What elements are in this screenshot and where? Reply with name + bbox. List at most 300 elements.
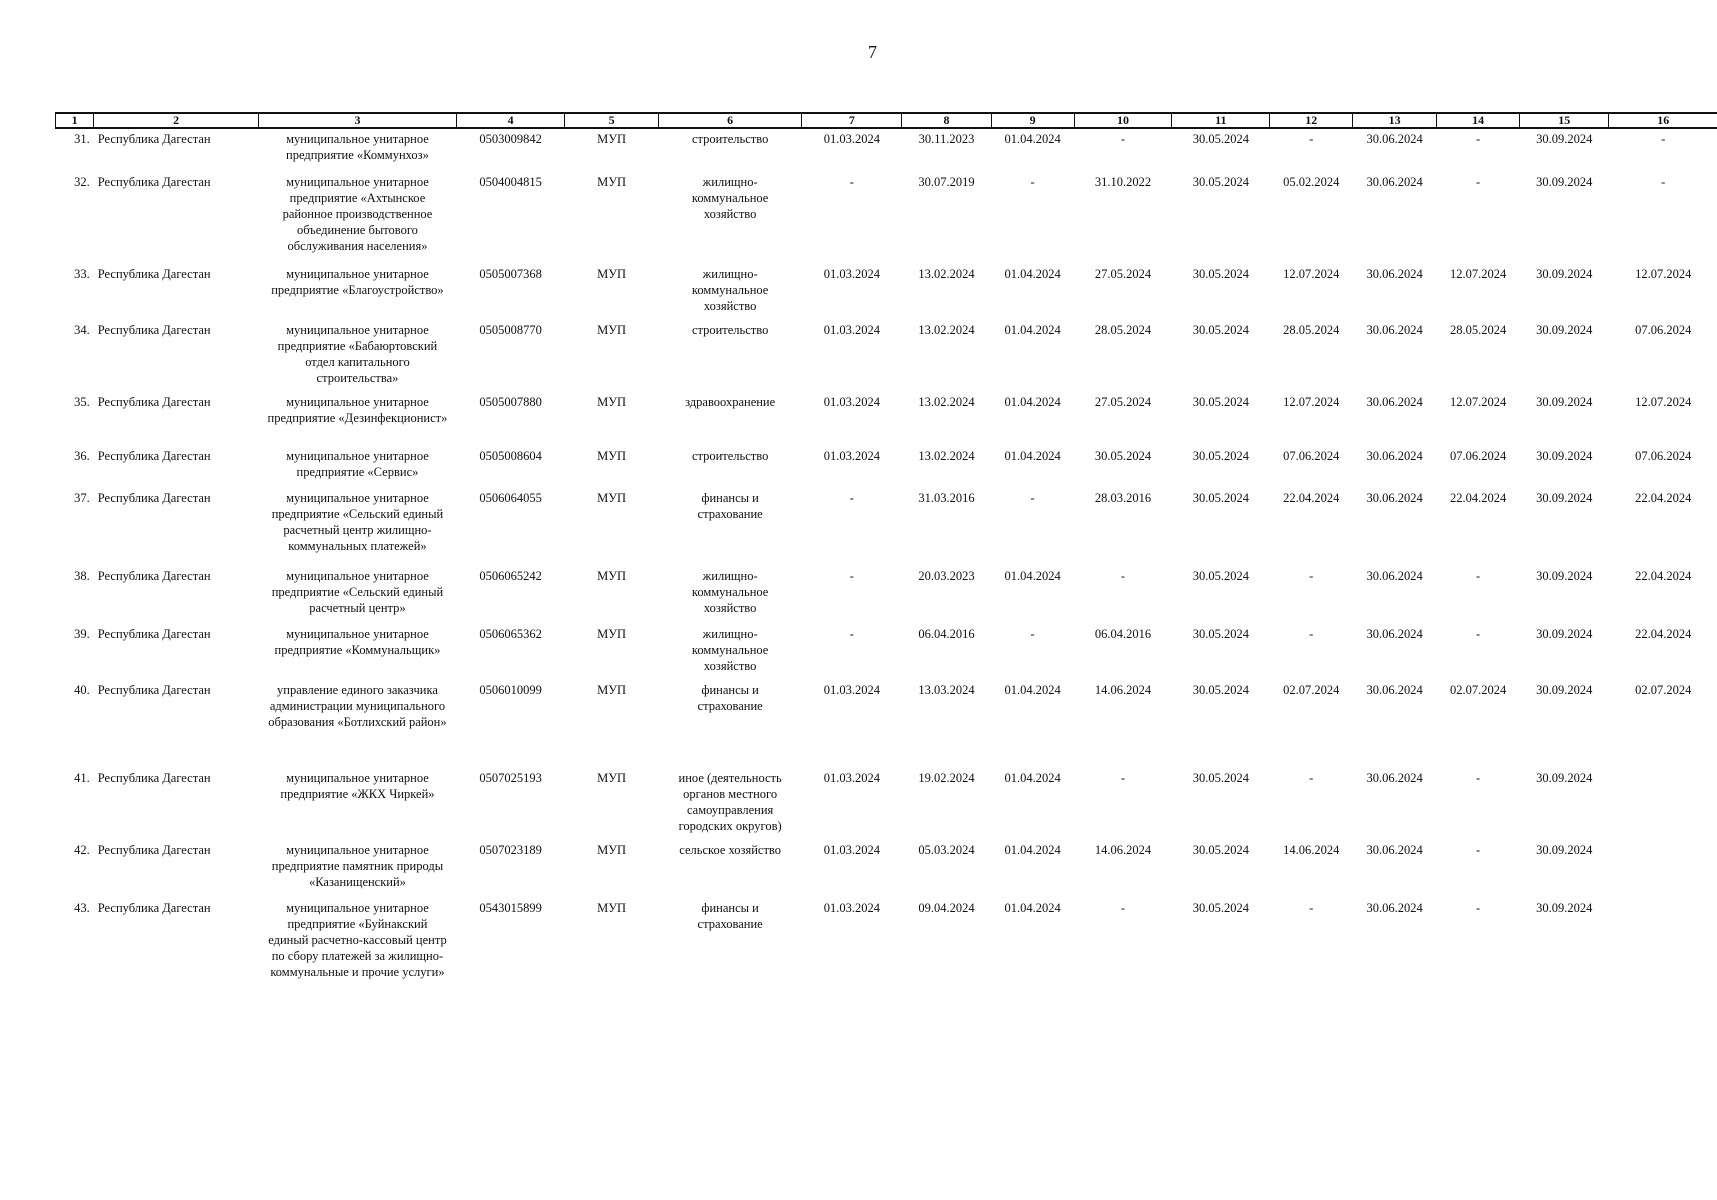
date-cell-13: 30.06.2024	[1366, 901, 1423, 915]
date-cell-15: 30.09.2024	[1536, 901, 1593, 915]
row-number: 36.	[74, 449, 90, 463]
date-cell-10: -	[1120, 901, 1126, 915]
row-number: 41.	[74, 771, 90, 785]
date-cell-16: -	[1661, 175, 1666, 189]
date-cell-7: 01.03.2024	[823, 449, 880, 463]
date-cell-11: 30.05.2024	[1192, 843, 1249, 857]
organization-name-line: муниципальное унитарное	[286, 901, 429, 915]
region-cell: Республика Дагестан	[97, 569, 211, 583]
page-number: 7	[868, 42, 877, 62]
sector-cell	[658, 264, 802, 320]
sector-line: иное (деятельность	[678, 771, 782, 785]
date-cell-14: -	[1476, 771, 1481, 785]
date-cell-10: 27.05.2024	[1094, 395, 1152, 409]
region-cell: Республика Дагестан	[97, 491, 211, 505]
date-cell-15: 30.09.2024	[1536, 449, 1593, 463]
inn-cell: 0505007368	[479, 267, 542, 281]
sector-line: хозяйство	[703, 601, 757, 615]
date-cell-9: 01.04.2024	[1004, 843, 1061, 857]
organization-name-line: единый расчетно-кассовый центр	[268, 933, 447, 947]
date-cell-14: -	[1476, 901, 1481, 915]
organization-name-line: предприятие «Бабаюртовский	[277, 339, 438, 353]
region-cell: Республика Дагестан	[97, 132, 211, 146]
sector-line: сельское хозяйство	[679, 843, 781, 857]
organization-name-line: предприятие «ЖКХ Чиркей»	[280, 787, 435, 801]
sector-line: строительство	[691, 132, 769, 146]
organization-name-line: предприятие «Ахтынское	[289, 191, 426, 205]
sector-line: жилищно-	[702, 267, 758, 281]
inn-cell: 0506065362	[479, 627, 542, 641]
date-cell-16: 12.07.2024	[1635, 395, 1692, 409]
column-header: 11	[1172, 113, 1270, 128]
organization-name-line: муниципальное унитарное	[286, 323, 429, 337]
date-cell-9: -	[1030, 627, 1035, 641]
table-row	[56, 264, 1717, 320]
date-cell-14: -	[1476, 627, 1481, 641]
date-cell-7: 01.03.2024	[823, 843, 880, 857]
organization-name-cell	[259, 680, 457, 768]
legal-form-cell: МУП	[597, 175, 627, 189]
date-cell-10: 28.05.2024	[1094, 323, 1152, 337]
row-number: 43.	[74, 901, 90, 915]
date-cell-9: 01.04.2024	[1004, 771, 1061, 785]
region-cell: Республика Дагестан	[97, 901, 211, 915]
organization-name-line: объединение бытового	[296, 223, 418, 237]
date-cell-14: -	[1476, 843, 1481, 857]
date-cell-8: 31.03.2016	[918, 491, 975, 505]
sector-cell	[658, 446, 802, 488]
sector-line: здравоохранение	[685, 395, 776, 409]
date-cell-15: 30.09.2024	[1536, 569, 1593, 583]
date-cell-11: 30.05.2024	[1192, 132, 1249, 146]
sector-cell	[658, 320, 802, 392]
date-cell-13: 30.06.2024	[1366, 323, 1423, 337]
organization-name-line: расчетный центр»	[309, 601, 406, 615]
date-cell-8: 13.02.2024	[918, 449, 975, 463]
date-cell-10: 27.05.2024	[1094, 267, 1152, 281]
date-cell-9: 01.04.2024	[1004, 132, 1061, 146]
date-cell-9: 01.04.2024	[1004, 569, 1061, 583]
column-header: 10	[1074, 113, 1172, 128]
date-cell-8: 13.02.2024	[918, 323, 975, 337]
date-cell-13: 30.06.2024	[1366, 395, 1423, 409]
sector-cell	[658, 488, 802, 566]
organization-name-line: муниципальное унитарное	[286, 175, 429, 189]
date-cell-11: 30.05.2024	[1192, 569, 1249, 583]
organization-name-line: коммунальных платежей»	[288, 539, 427, 553]
organization-name-cell	[259, 488, 457, 566]
date-cell-15: 30.09.2024	[1536, 395, 1593, 409]
date-cell-11: 30.05.2024	[1192, 901, 1249, 915]
organization-name-line: предприятие «Дезинфекционист»	[267, 411, 448, 425]
inn-cell: 0506065242	[479, 569, 542, 583]
date-cell-13: 30.06.2024	[1366, 491, 1423, 505]
legal-form-cell: МУП	[597, 901, 627, 915]
date-cell-10: 14.06.2024	[1094, 843, 1152, 857]
date-cell-8: 13.03.2024	[918, 683, 975, 697]
date-cell-13: 30.06.2024	[1366, 132, 1423, 146]
legal-form-cell: МУП	[597, 843, 627, 857]
organization-name-line: предприятие «Сервис»	[296, 465, 419, 479]
organization-name-cell	[259, 264, 457, 320]
date-cell-12: -	[1309, 627, 1314, 641]
date-cell-14: 12.07.2024	[1450, 395, 1507, 409]
organization-name-cell	[259, 128, 457, 172]
date-cell-11: 30.05.2024	[1192, 771, 1249, 785]
organization-name-cell	[259, 566, 457, 624]
table-row	[56, 566, 1717, 624]
date-cell-10: 06.04.2016	[1094, 627, 1152, 641]
sector-cell	[658, 172, 802, 264]
row-number: 32.	[74, 175, 90, 189]
organization-name-line: обслуживания населения»	[287, 239, 428, 253]
sector-cell	[658, 392, 802, 446]
date-cell-12: 22.04.2024	[1283, 491, 1340, 505]
date-cell-12: -	[1309, 771, 1314, 785]
date-cell-12: 28.05.2024	[1283, 323, 1340, 337]
date-cell-7: 01.03.2024	[823, 683, 880, 697]
row-number: 34.	[74, 323, 90, 337]
date-cell-12: 05.02.2024	[1283, 175, 1340, 189]
date-cell-9: -	[1030, 491, 1035, 505]
column-header: 6	[658, 113, 802, 128]
date-cell-12: -	[1309, 569, 1314, 583]
organization-name-line: «Казанищенский»	[308, 875, 406, 889]
table-row	[56, 898, 1717, 986]
date-cell-9: 01.04.2024	[1004, 683, 1061, 697]
column-header: 7	[802, 113, 902, 128]
sector-line: жилищно-	[702, 627, 758, 641]
date-cell-8: 30.11.2023	[918, 132, 975, 146]
date-cell-13: 30.06.2024	[1366, 175, 1423, 189]
table-row	[56, 624, 1717, 680]
date-cell-14: 02.07.2024	[1450, 683, 1507, 697]
organization-name-cell	[259, 446, 457, 488]
row-number: 39.	[74, 627, 90, 641]
sector-line: строительство	[691, 449, 769, 463]
inn-cell: 0507025193	[479, 771, 542, 785]
date-cell-11: 30.05.2024	[1192, 449, 1249, 463]
date-cell-8: 20.03.2023	[918, 569, 975, 583]
table-row	[56, 768, 1717, 840]
date-cell-12: 02.07.2024	[1283, 683, 1340, 697]
organization-name-line: управление единого заказчика	[277, 683, 438, 697]
row-number: 40.	[74, 683, 90, 697]
organization-name-line: предприятие памятник природы	[271, 859, 444, 873]
legal-form-cell: МУП	[597, 323, 627, 337]
date-cell-11: 30.05.2024	[1192, 267, 1249, 281]
legal-form-cell: МУП	[597, 132, 627, 146]
sector-cell	[658, 768, 802, 840]
table-row	[56, 840, 1717, 898]
date-cell-8: 09.04.2024	[918, 901, 975, 915]
date-cell-8: 30.07.2019	[918, 175, 975, 189]
organization-name-line: администрации муниципального	[269, 699, 446, 713]
date-cell-12: 07.06.2024	[1283, 449, 1340, 463]
sector-cell	[658, 680, 802, 768]
organization-name-cell	[259, 768, 457, 840]
date-cell-13: 30.06.2024	[1366, 267, 1423, 281]
row-number: 37.	[74, 491, 90, 505]
date-cell-9: 01.04.2024	[1004, 395, 1061, 409]
region-cell: Республика Дагестан	[97, 843, 211, 857]
sector-line: коммунальное	[691, 191, 769, 205]
date-cell-14: -	[1476, 175, 1481, 189]
sector-line: страхование	[697, 699, 763, 713]
date-cell-11: 30.05.2024	[1192, 323, 1249, 337]
legal-form-cell: МУП	[597, 491, 627, 505]
sector-line: самоуправления	[686, 803, 774, 817]
date-cell-11: 30.05.2024	[1192, 627, 1249, 641]
legal-form-cell: МУП	[597, 771, 627, 785]
sector-line: коммунальное	[691, 643, 769, 657]
sector-line: финансы и	[701, 683, 759, 697]
column-header: 12	[1270, 113, 1353, 128]
sector-cell	[658, 566, 802, 624]
date-cell-8: 19.02.2024	[918, 771, 975, 785]
date-cell-15: 30.09.2024	[1536, 683, 1593, 697]
table-row	[56, 172, 1717, 264]
date-cell-7: 01.03.2024	[823, 132, 880, 146]
date-cell-16: 07.06.2024	[1635, 323, 1692, 337]
date-cell-9: 01.04.2024	[1004, 901, 1061, 915]
date-cell-10: 14.06.2024	[1094, 683, 1152, 697]
date-cell-15: 30.09.2024	[1536, 843, 1593, 857]
date-cell-15: 30.09.2024	[1536, 491, 1593, 505]
date-cell-16: 22.04.2024	[1635, 627, 1692, 641]
date-cell-13: 30.06.2024	[1366, 683, 1423, 697]
date-cell-9: -	[1030, 175, 1035, 189]
inn-cell: 0505007880	[479, 395, 542, 409]
date-cell-7: 01.03.2024	[823, 771, 880, 785]
date-cell-7: -	[849, 175, 854, 189]
sector-line: жилищно-	[702, 175, 758, 189]
legal-form-cell: МУП	[597, 267, 627, 281]
date-cell-16	[1609, 898, 1717, 986]
organization-name-line: районное производственное	[282, 207, 433, 221]
date-cell-16: 22.04.2024	[1635, 569, 1692, 583]
date-cell-14: -	[1476, 569, 1481, 583]
inn-cell: 0505008770	[479, 323, 542, 337]
row-number: 35.	[74, 395, 90, 409]
table-row	[56, 488, 1717, 566]
organization-name-line: муниципальное унитарное	[286, 771, 429, 785]
date-cell-9: 01.04.2024	[1004, 323, 1061, 337]
sector-line: страхование	[697, 507, 763, 521]
date-cell-11: 30.05.2024	[1192, 683, 1249, 697]
organization-name-line: строительства»	[316, 371, 399, 385]
inn-cell: 0507023189	[479, 843, 542, 857]
date-cell-14: 12.07.2024	[1450, 267, 1507, 281]
organization-name-line: предприятие «Буйнакский	[287, 917, 428, 931]
organization-name-line: муниципальное унитарное	[286, 267, 429, 281]
column-header: 16	[1609, 113, 1717, 128]
date-cell-7: -	[849, 491, 854, 505]
column-header: 8	[902, 113, 991, 128]
date-cell-10: 30.05.2024	[1094, 449, 1152, 463]
date-cell-15: 30.09.2024	[1536, 132, 1593, 146]
date-cell-13: 30.06.2024	[1366, 449, 1423, 463]
organization-name-line: образования «Ботлихский район»	[268, 715, 447, 729]
column-header: 13	[1353, 113, 1437, 128]
date-cell-7: 01.03.2024	[823, 267, 880, 281]
date-cell-16: 07.06.2024	[1635, 449, 1692, 463]
organization-name-line: предприятие «Сельский единый	[271, 585, 444, 599]
organization-name-line: расчетный центр жилищно-	[283, 523, 432, 537]
date-cell-8: 13.02.2024	[918, 267, 975, 281]
date-cell-14: 22.04.2024	[1450, 491, 1507, 505]
date-cell-13: 30.06.2024	[1366, 569, 1423, 583]
date-cell-16: 12.07.2024	[1635, 267, 1692, 281]
date-cell-14: 28.05.2024	[1450, 323, 1507, 337]
date-cell-10: -	[1120, 132, 1126, 146]
date-cell-16: 22.04.2024	[1635, 491, 1692, 505]
organization-name-cell	[259, 624, 457, 680]
region-cell: Республика Дагестан	[97, 267, 211, 281]
date-cell-16	[1609, 840, 1717, 898]
sector-line: органов местного	[683, 787, 778, 801]
date-cell-14: 07.06.2024	[1450, 449, 1507, 463]
column-header: 9	[991, 113, 1074, 128]
date-cell-11: 30.05.2024	[1192, 175, 1249, 189]
date-cell-10: -	[1120, 771, 1126, 785]
organization-name-line: муниципальное унитарное	[286, 627, 429, 641]
sector-line: финансы и	[701, 901, 759, 915]
region-cell: Республика Дагестан	[97, 323, 211, 337]
organization-name-line: по сбору платежей за жилищно-	[271, 949, 444, 963]
legal-form-cell: МУП	[597, 683, 627, 697]
inn-cell: 0503009842	[479, 132, 542, 146]
row-number: 33.	[74, 267, 90, 281]
date-cell-15: 30.09.2024	[1536, 175, 1593, 189]
column-header: 4	[456, 113, 564, 128]
sector-line: городских округов)	[678, 819, 782, 833]
organization-name-line: коммунальные и прочие услуги»	[270, 965, 445, 979]
date-cell-15: 30.09.2024	[1536, 323, 1593, 337]
region-cell: Республика Дагестан	[97, 771, 211, 785]
organization-name-line: предприятие «Коммунхоз»	[286, 148, 429, 162]
column-header: 1	[56, 113, 94, 128]
legal-form-cell: МУП	[597, 627, 627, 641]
date-cell-10: 31.10.2022	[1094, 175, 1152, 189]
column-header: 14	[1437, 113, 1520, 128]
sector-line: коммунальное	[691, 283, 769, 297]
date-cell-9: 01.04.2024	[1004, 267, 1061, 281]
inn-cell: 0504004815	[479, 175, 542, 189]
organization-name-line: муниципальное унитарное	[286, 395, 429, 409]
date-cell-8: 05.03.2024	[918, 843, 975, 857]
date-cell-7: 01.03.2024	[823, 901, 880, 915]
sector-line: коммунальное	[691, 585, 769, 599]
date-cell-12: 14.06.2024	[1283, 843, 1340, 857]
row-number: 42.	[74, 843, 90, 857]
table-row	[56, 446, 1717, 488]
organization-name-line: муниципальное унитарное	[286, 132, 429, 146]
date-cell-16	[1609, 768, 1717, 840]
table-row	[56, 392, 1717, 446]
date-cell-16: 02.07.2024	[1635, 683, 1692, 697]
sector-cell	[658, 898, 802, 986]
legal-form-cell: МУП	[597, 395, 627, 409]
date-cell-16: -	[1661, 132, 1666, 146]
registry-body	[56, 128, 1717, 986]
sector-cell	[658, 128, 802, 172]
row-number: 38.	[74, 569, 90, 583]
organization-name-line: муниципальное унитарное	[286, 843, 429, 857]
date-cell-15: 30.09.2024	[1536, 267, 1593, 281]
date-cell-7: 01.03.2024	[823, 395, 880, 409]
region-cell: Республика Дагестан	[97, 449, 211, 463]
region-cell: Республика Дагестан	[97, 395, 211, 409]
legal-form-cell: МУП	[597, 569, 627, 583]
column-header: 2	[94, 113, 259, 128]
date-cell-7: -	[849, 627, 854, 641]
table-row	[56, 680, 1717, 768]
sector-line: строительство	[691, 323, 769, 337]
date-cell-10: -	[1120, 569, 1126, 583]
date-cell-12: 12.07.2024	[1283, 267, 1340, 281]
sector-line: жилищно-	[702, 569, 758, 583]
organization-name-cell	[259, 320, 457, 392]
date-cell-12: -	[1309, 132, 1314, 146]
date-cell-10: 28.03.2016	[1094, 491, 1152, 505]
sector-line: хозяйство	[703, 659, 757, 673]
date-cell-14: -	[1476, 132, 1481, 146]
row-number: 31.	[74, 132, 90, 146]
date-cell-11: 30.05.2024	[1192, 395, 1249, 409]
column-number-row	[56, 113, 1717, 128]
date-cell-7: -	[849, 569, 854, 583]
organization-name-line: муниципальное унитарное	[286, 569, 429, 583]
inn-cell: 0505008604	[479, 449, 542, 463]
organization-name-line: муниципальное унитарное	[286, 491, 429, 505]
legal-form-cell: МУП	[597, 449, 627, 463]
organization-name-cell	[259, 898, 457, 986]
date-cell-7: 01.03.2024	[823, 323, 880, 337]
date-cell-13: 30.06.2024	[1366, 771, 1423, 785]
date-cell-15: 30.09.2024	[1536, 627, 1593, 641]
sector-cell	[658, 840, 802, 898]
organization-name-line: муниципальное унитарное	[286, 449, 429, 463]
sector-line: хозяйство	[703, 207, 757, 221]
date-cell-13: 30.06.2024	[1366, 843, 1423, 857]
sector-line: хозяйство	[703, 299, 757, 313]
organization-name-line: предприятие «Сельский единый	[271, 507, 444, 521]
date-cell-8: 13.02.2024	[918, 395, 975, 409]
table-row	[56, 128, 1717, 172]
column-header: 5	[565, 113, 659, 128]
table-row	[56, 320, 1717, 392]
date-cell-11: 30.05.2024	[1192, 491, 1249, 505]
column-header: 15	[1520, 113, 1609, 128]
organization-name-cell	[259, 392, 457, 446]
sector-line: страхование	[697, 917, 763, 931]
organization-name-line: предприятие «Благоустройство»	[271, 283, 444, 297]
sector-line: финансы и	[701, 491, 759, 505]
date-cell-12: 12.07.2024	[1283, 395, 1340, 409]
region-cell: Республика Дагестан	[97, 683, 211, 697]
date-cell-12: -	[1309, 901, 1314, 915]
inn-cell: 0506010099	[479, 683, 542, 697]
sector-cell	[658, 624, 802, 680]
organization-name-cell	[259, 172, 457, 264]
organization-name-cell	[259, 840, 457, 898]
column-header: 3	[259, 113, 457, 128]
organization-name-line: отдел капитального	[305, 355, 410, 369]
region-cell: Республика Дагестан	[97, 627, 211, 641]
date-cell-8: 06.04.2016	[918, 627, 975, 641]
region-cell: Республика Дагестан	[97, 175, 211, 189]
